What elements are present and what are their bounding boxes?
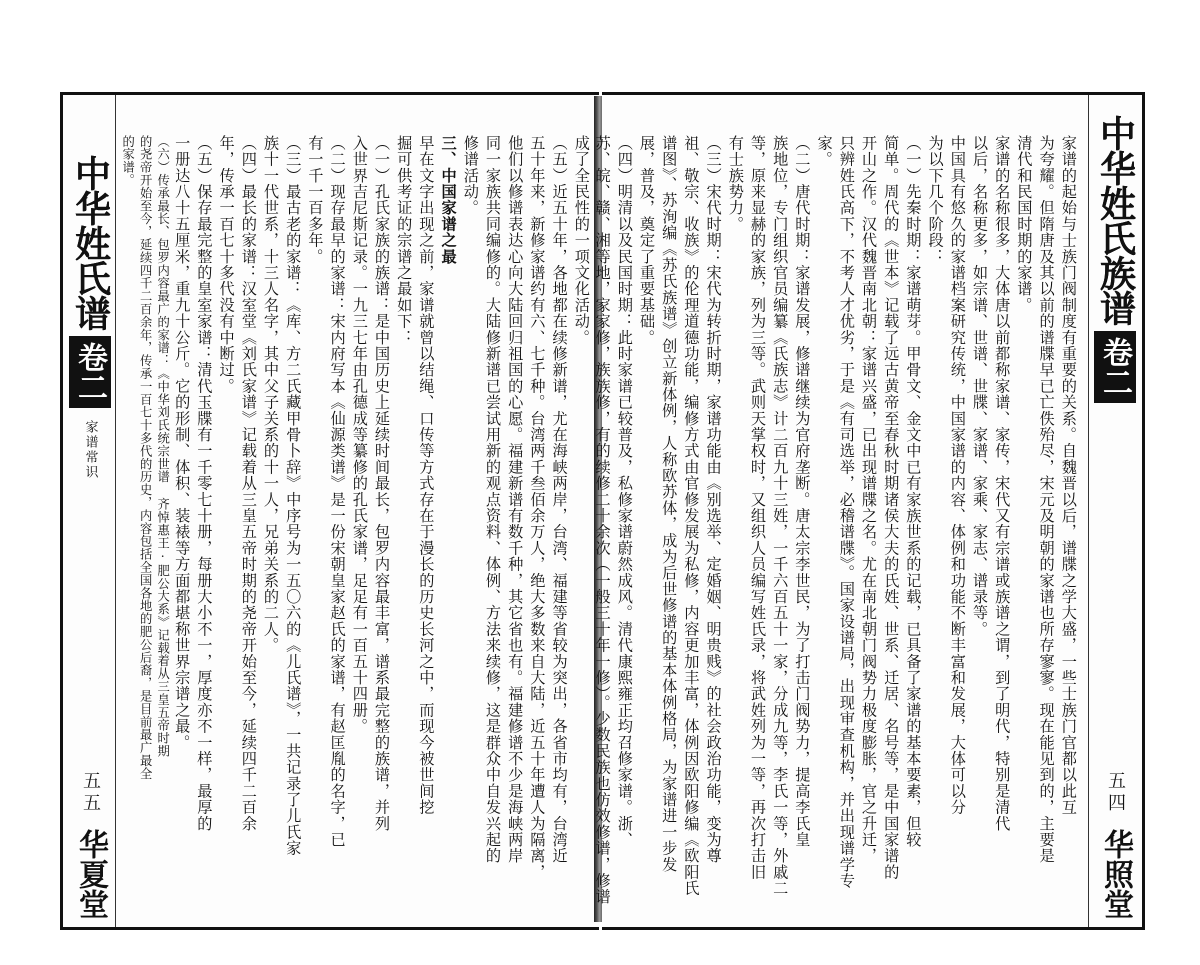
left-page xyxy=(60,92,599,930)
book-title-right: 中华姓氏族谱 xyxy=(1094,115,1136,325)
text-column: 修谱活动。 xyxy=(461,135,480,216)
text-column: 族十一代世系，十三人名字，其中父子关系的十一人，兄弟关系的二人。 xyxy=(262,135,280,654)
text-column: （三）最古老的家谱：《库、方二氏藏甲骨卜辞》中序号为一五〇六的《儿氏谱》，一共记录了儿氏家 xyxy=(284,135,303,857)
text-column: 有士族势力。 xyxy=(726,135,745,233)
section-heading: 三、中国家谱之最 xyxy=(439,135,458,265)
section-tag: 家谱常识 xyxy=(82,420,98,480)
text-column: 成了全民性的一项文化活动。 xyxy=(572,135,591,346)
text-column: 以后，名称更多，如宗谱、世谱、世牒、家谱、家乘、家志、谱录等。 xyxy=(971,135,989,638)
text-column: （一）先秦时期：家谱萌芽。甲骨文、金文中已有家族世系的记载，已具备了家谱的基本要素，但较 xyxy=(904,135,923,848)
book-title-left: 中华姓氏谱 xyxy=(69,155,111,330)
text-column: 家谱的起始与士族门阀制度有重要的关系。自魏晋以后，谱牒之学大盛，一些士族门官都以此互 xyxy=(1059,135,1078,816)
text-column: 为夸耀。但隋唐及其以前的谱牒早已亡佚殆尽，宋元及明朝的家谱也所存寥寥。现在能见到的，主要是 xyxy=(1037,135,1056,864)
right-margin-strip xyxy=(1092,95,1138,927)
text-column: （一）孔氏家族的族谱：是中国历史上延续时间最长，包罗内容最丰富，谱系最完整的族谱，并列 xyxy=(373,135,391,832)
text-column: （二）现存最早的家谱：宋内府写本《仙源类谱》是一份宋朝皇家赵氏的家谱，有赵匡胤的名字，已 xyxy=(328,135,347,848)
text-column: 掘可供考证的宗谱之最如下： xyxy=(395,135,414,346)
text-column: （五）保存最完整的皇室家谱：清代玉牒有一千零七十册，每册大小不一，厚度亦不一样，最厚的 xyxy=(195,135,214,832)
text-column: 简单。周代的《世本》记载了远古黄帝至春秋时期诸侯大夫的氏姓、世系、迁居、名号等，是中国家谱的 xyxy=(882,135,901,881)
text-column: 中国具有悠久的家谱档案研究传统，中国家谱的内容、体例和功能不断丰富和发展，大体可以分 xyxy=(948,135,967,816)
text-column: 同一家族共同编修的。大陆修新谱已尝试用新的观点资料、体例、方法来续修，这是群众中自发兴起的 xyxy=(484,135,502,864)
page-number-right: 五四 xyxy=(1105,771,1126,815)
text-column: （二）唐代时期：家谱发展，修谱继续为官府垄断。唐太宗李世民，为了打击门阀势力，提高李氏皇 xyxy=(793,135,812,848)
page-number-left: 五五 xyxy=(80,771,101,815)
text-column: （四）最长的家谱：汉室堂《刘氏家谱》记载着从三皇五帝时期的尧帝开始至今，延续四千二百余 xyxy=(239,135,258,832)
text-column: 展，普及，奠定了重要基础。 xyxy=(638,135,656,346)
text-column: 谱图》、苏洵编《苏氏族谱》创立新体例，人称欧苏体，成为后世修谱的基本体例格局，为家谱进一步发 xyxy=(660,135,679,873)
text-column: 开山之作。汉代魏晋南北朝：家谱兴盛，已出现谱牒之名。尤在南北朝门阀势力极度膨胀，官之升迁， xyxy=(860,135,878,864)
text-column: 早在文字出现之前，家谱就曾以结绳、口传等方式存在于漫长的历史长河之中，而现今被世间挖 xyxy=(417,135,436,816)
right-text-block xyxy=(593,135,1080,905)
text-column: 只辨姓氏高下，不考人才优劣，于是《有司选举，必稽谱牒》。国家设谱局，出现审查机构，并出现谱学专 xyxy=(837,135,856,889)
text-column: 家。 xyxy=(815,135,834,168)
text-column: 为以下几个阶段： xyxy=(926,135,945,265)
text-column: （四）明清以及民国时期：此时家谱已较普及，私修家谱蔚然成风。清代康熙雍正均召修家谱。浙、 xyxy=(615,135,634,848)
text-column: 入世界吉尼斯记录。一九三七年由孔德成等纂修的孔氏家谱，足足有一百五十四册。 xyxy=(350,135,369,735)
text-column: 一册达八十五厘米，重九十公斤。它的形制、体积、装裱等方面都堪称世界宗谱之最。 xyxy=(173,135,192,751)
text-column: （五）近五十年，各地都在续修新谱，尤在海峡两岸，台湾、福建等省较为突出，各省市均有，台湾近 xyxy=(550,135,569,864)
left-text-block xyxy=(121,135,593,895)
left-margin-strip xyxy=(67,95,113,927)
text-column: 苏、皖、赣、湘等地，家家修，族族修，有的续修二十余次（一般三十年一修）。少数民族也仿效修谱，修谱 xyxy=(593,135,612,905)
text-column: 有一千一百多年。 xyxy=(306,135,325,265)
text-column: （六）传承最长、包罗内容最广的家谱：《中华刘氏统宗世谱 齐悼惠王·肥公大系》记载着从三皇五帝时期 xyxy=(155,135,170,758)
margin-rule-left xyxy=(115,95,116,927)
chapter-label-left: 卷二 xyxy=(69,336,111,408)
chapter-label-right: 卷二 xyxy=(1094,331,1136,403)
text-column: 清代和民国时期的家谱。 xyxy=(1015,135,1034,314)
text-column: 五十年来，新修家谱约有六、七千种。台湾两千叁佰余万人，绝大多数来自大陆，近五十年遭人为隔离， xyxy=(528,135,547,881)
right-page xyxy=(593,92,1145,930)
text-column: 他们以修谱表达心向大陆回归祖国的心愿。福建新谱有数千种，其它省也有。福建修谱不少是海峡两岸 xyxy=(506,135,525,864)
text-column: （三）宋代时期：宋代为转折时期，家谱功能由《别选举、定婚姻、明贵贱》的社会政治功能，变为尊 xyxy=(704,135,723,864)
text-column: 的家谱。 xyxy=(120,135,135,187)
text-column: 族地位，专门组织官员编纂《氏族志》计二百九十三姓，一千六百五十一家，分成九等，李氏一等，外戚二 xyxy=(771,135,790,897)
text-column: 的尧帝开始至今，延续四千二百余年，传承一百七十多代的历史，内容包括全国各地的肥公后裔，是目前最广最全 xyxy=(138,135,153,780)
hall-mark-right: 华照堂 xyxy=(1098,829,1133,919)
text-column: 年，传承一百七十多代没有中断过。 xyxy=(217,135,236,395)
text-column: 等，原来显赫的家族，列为三等。武则天掌权时，又组织人员编写姓氏录，将武姓列为一等，再次打击旧 xyxy=(749,135,767,881)
text-column: 祖、敬宗、收族》的伦理道德功能，编修方式由官修发展为私修，内容更加丰富，体例因欧阳修编《欧阳氏 xyxy=(682,135,701,897)
text-column: 家谱的名称很多，大体唐以前都称家谱、家传，宋代又有宗谱或族谱之谓，到了明代，特别是清代 xyxy=(993,135,1012,832)
hall-mark-left: 华夏堂 xyxy=(73,829,108,919)
